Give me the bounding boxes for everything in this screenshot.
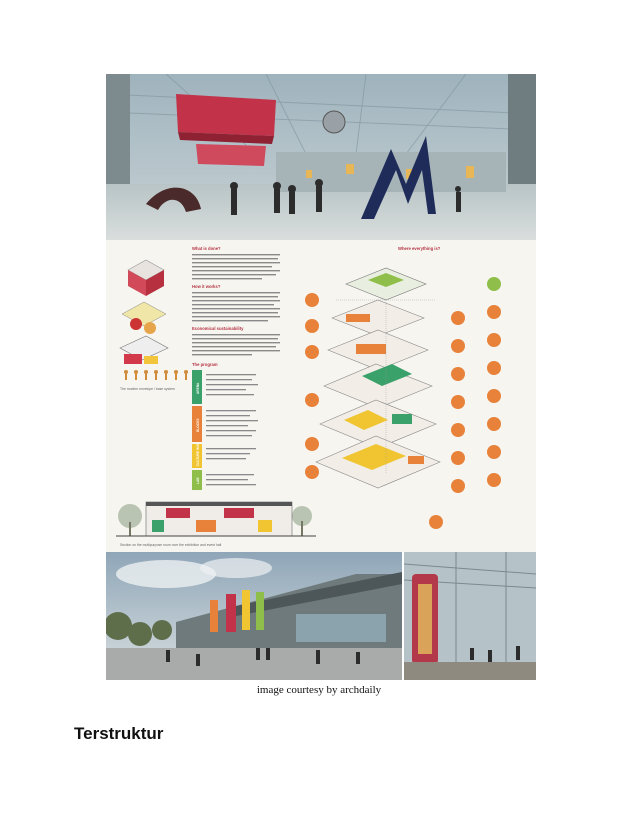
architecture-poster-image [106,74,536,680]
svg-text:ARENA: ARENA [196,382,200,394]
interior-render-secondary [404,552,536,680]
svg-text:BLOCKS: BLOCKS [196,418,200,432]
infographic-panel [106,240,536,552]
atrium-interior-render [106,74,536,240]
svg-text:CULTURE HUB: CULTURE HUB [196,443,200,466]
heading-what-is-done: What is done? [192,246,221,251]
heading-how-it-works: How it works? [192,284,221,289]
svg-text:LAB: LAB [196,477,200,484]
section-heading: Terstruktur [74,724,164,743]
heading-the-program: The program [192,362,218,367]
image-caption: image courtesy by archdaily [256,684,382,696]
heading-economical-sustainability: Economical sustainability [192,326,244,331]
section-caption: Section on the multipurpose room over the exhibition and event hall [120,543,222,547]
diagram-caption-left: The modern envelope / base system [120,387,175,391]
exterior-render [106,552,402,680]
heading-where-everything-is: Where everything is? [398,246,441,251]
